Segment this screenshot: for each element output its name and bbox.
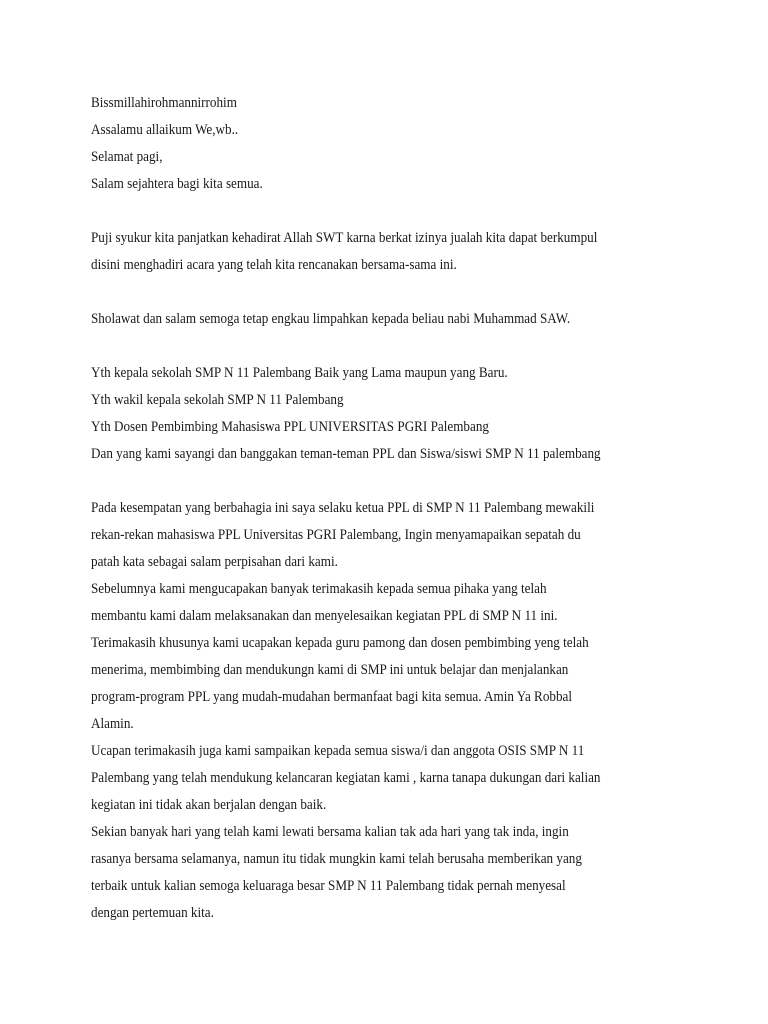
- text-line: Dan yang kami sayangi dan banggakan teman-teman PPL dan Siswa/siswi SMP N 11 palembang: [91, 446, 601, 462]
- text-line: Puji syukur kita panjatkan kehadirat Allah SWT karna berkat izinya jualah kita dapat berkumpul: [91, 230, 598, 246]
- text-line: terbaik untuk kalian semoga keluaraga besar SMP N 11 Palembang tidak pernah menyesal: [91, 878, 566, 894]
- text-line: Yth Dosen Pembimbing Mahasiswa PPL UNIVERSITAS PGRI Palembang: [91, 419, 489, 435]
- text-line: patah kata sebagai salam perpisahan dari kami.: [91, 554, 338, 570]
- text-line: rasanya bersama selamanya, namun itu tidak mungkin kami telah berusaha memberikan yang: [91, 851, 582, 867]
- text-line: Assalamu allaikum We,wb..: [91, 122, 239, 138]
- text-line: Pada kesempatan yang berbahagia ini saya selaku ketua PPL di SMP N 11 Palembang mewakili: [91, 500, 595, 516]
- paragraph-gap: [91, 198, 690, 225]
- body-paragraph: [91, 495, 690, 927]
- text-line: menerima, membimbing dan mendukungn kami di SMP ini untuk belajar dan menjalankan: [91, 662, 569, 678]
- text-line: Sebelumnya kami mengucapakan banyak terimakasih kepada semua pihaka yang telah: [91, 581, 547, 597]
- text-line: Yth kepala sekolah SMP N 11 Palembang Baik yang Lama maupun yang Baru.: [91, 365, 508, 381]
- paragraph-gap: [91, 468, 690, 495]
- text-line: disini menghadiri acara yang telah kita rencanakan bersama-sama ini.: [91, 257, 457, 273]
- text-line: dengan pertemuan kita.: [91, 905, 214, 921]
- sholawat-paragraph: [91, 306, 690, 333]
- salutation-block: [91, 360, 690, 468]
- text-line: Sekian banyak hari yang telah kami lewati bersama kalian tak ada hari yang tak inda, ingin: [91, 824, 569, 840]
- text-line: Terimakasih khusunya kami ucapakan kepada guru pamong dan dosen pembimbing yeng telah: [91, 635, 589, 651]
- text-line: Sholawat dan salam semoga tetap engkau limpahkan kepada beliau nabi Muhammad SAW.: [91, 311, 571, 327]
- text-line: rekan-rekan mahasiswa PPL Universitas PGRI Palembang, Ingin menyamapaikan sepatah du: [91, 527, 581, 543]
- paragraph-gap: [91, 279, 690, 306]
- paragraph-gap: [91, 333, 690, 360]
- text-line: Bissmillahirohmannirrohim: [91, 95, 237, 111]
- greeting-block: [91, 90, 690, 198]
- text-line: kegiatan ini tidak akan berjalan dengan baik.: [91, 797, 327, 813]
- text-line: membantu kami dalam melaksanakan dan menyelesaikan kegiatan PPL di SMP N 11 ini.: [91, 608, 558, 624]
- text-line: Ucapan terimakasih juga kami sampaikan kepada semua siswa/i dan anggota OSIS SMP N 11: [91, 743, 585, 759]
- praise-paragraph: [91, 225, 690, 279]
- text-line: Salam sejahtera bagi kita semua.: [91, 176, 263, 192]
- text-line: Palembang yang telah mendukung kelancaran kegiatan kami , karna tanapa dukungan dari kalian: [91, 770, 601, 786]
- text-line: Selamat pagi,: [91, 149, 163, 165]
- document-page: [91, 90, 690, 927]
- text-line: program-program PPL yang mudah-mudahan bermanfaat bagi kita semua. Amin Ya Robbal: [91, 689, 573, 705]
- text-line: Yth wakil kepala sekolah SMP N 11 Palembang: [91, 392, 344, 408]
- text-line: Alamin.: [91, 716, 134, 732]
